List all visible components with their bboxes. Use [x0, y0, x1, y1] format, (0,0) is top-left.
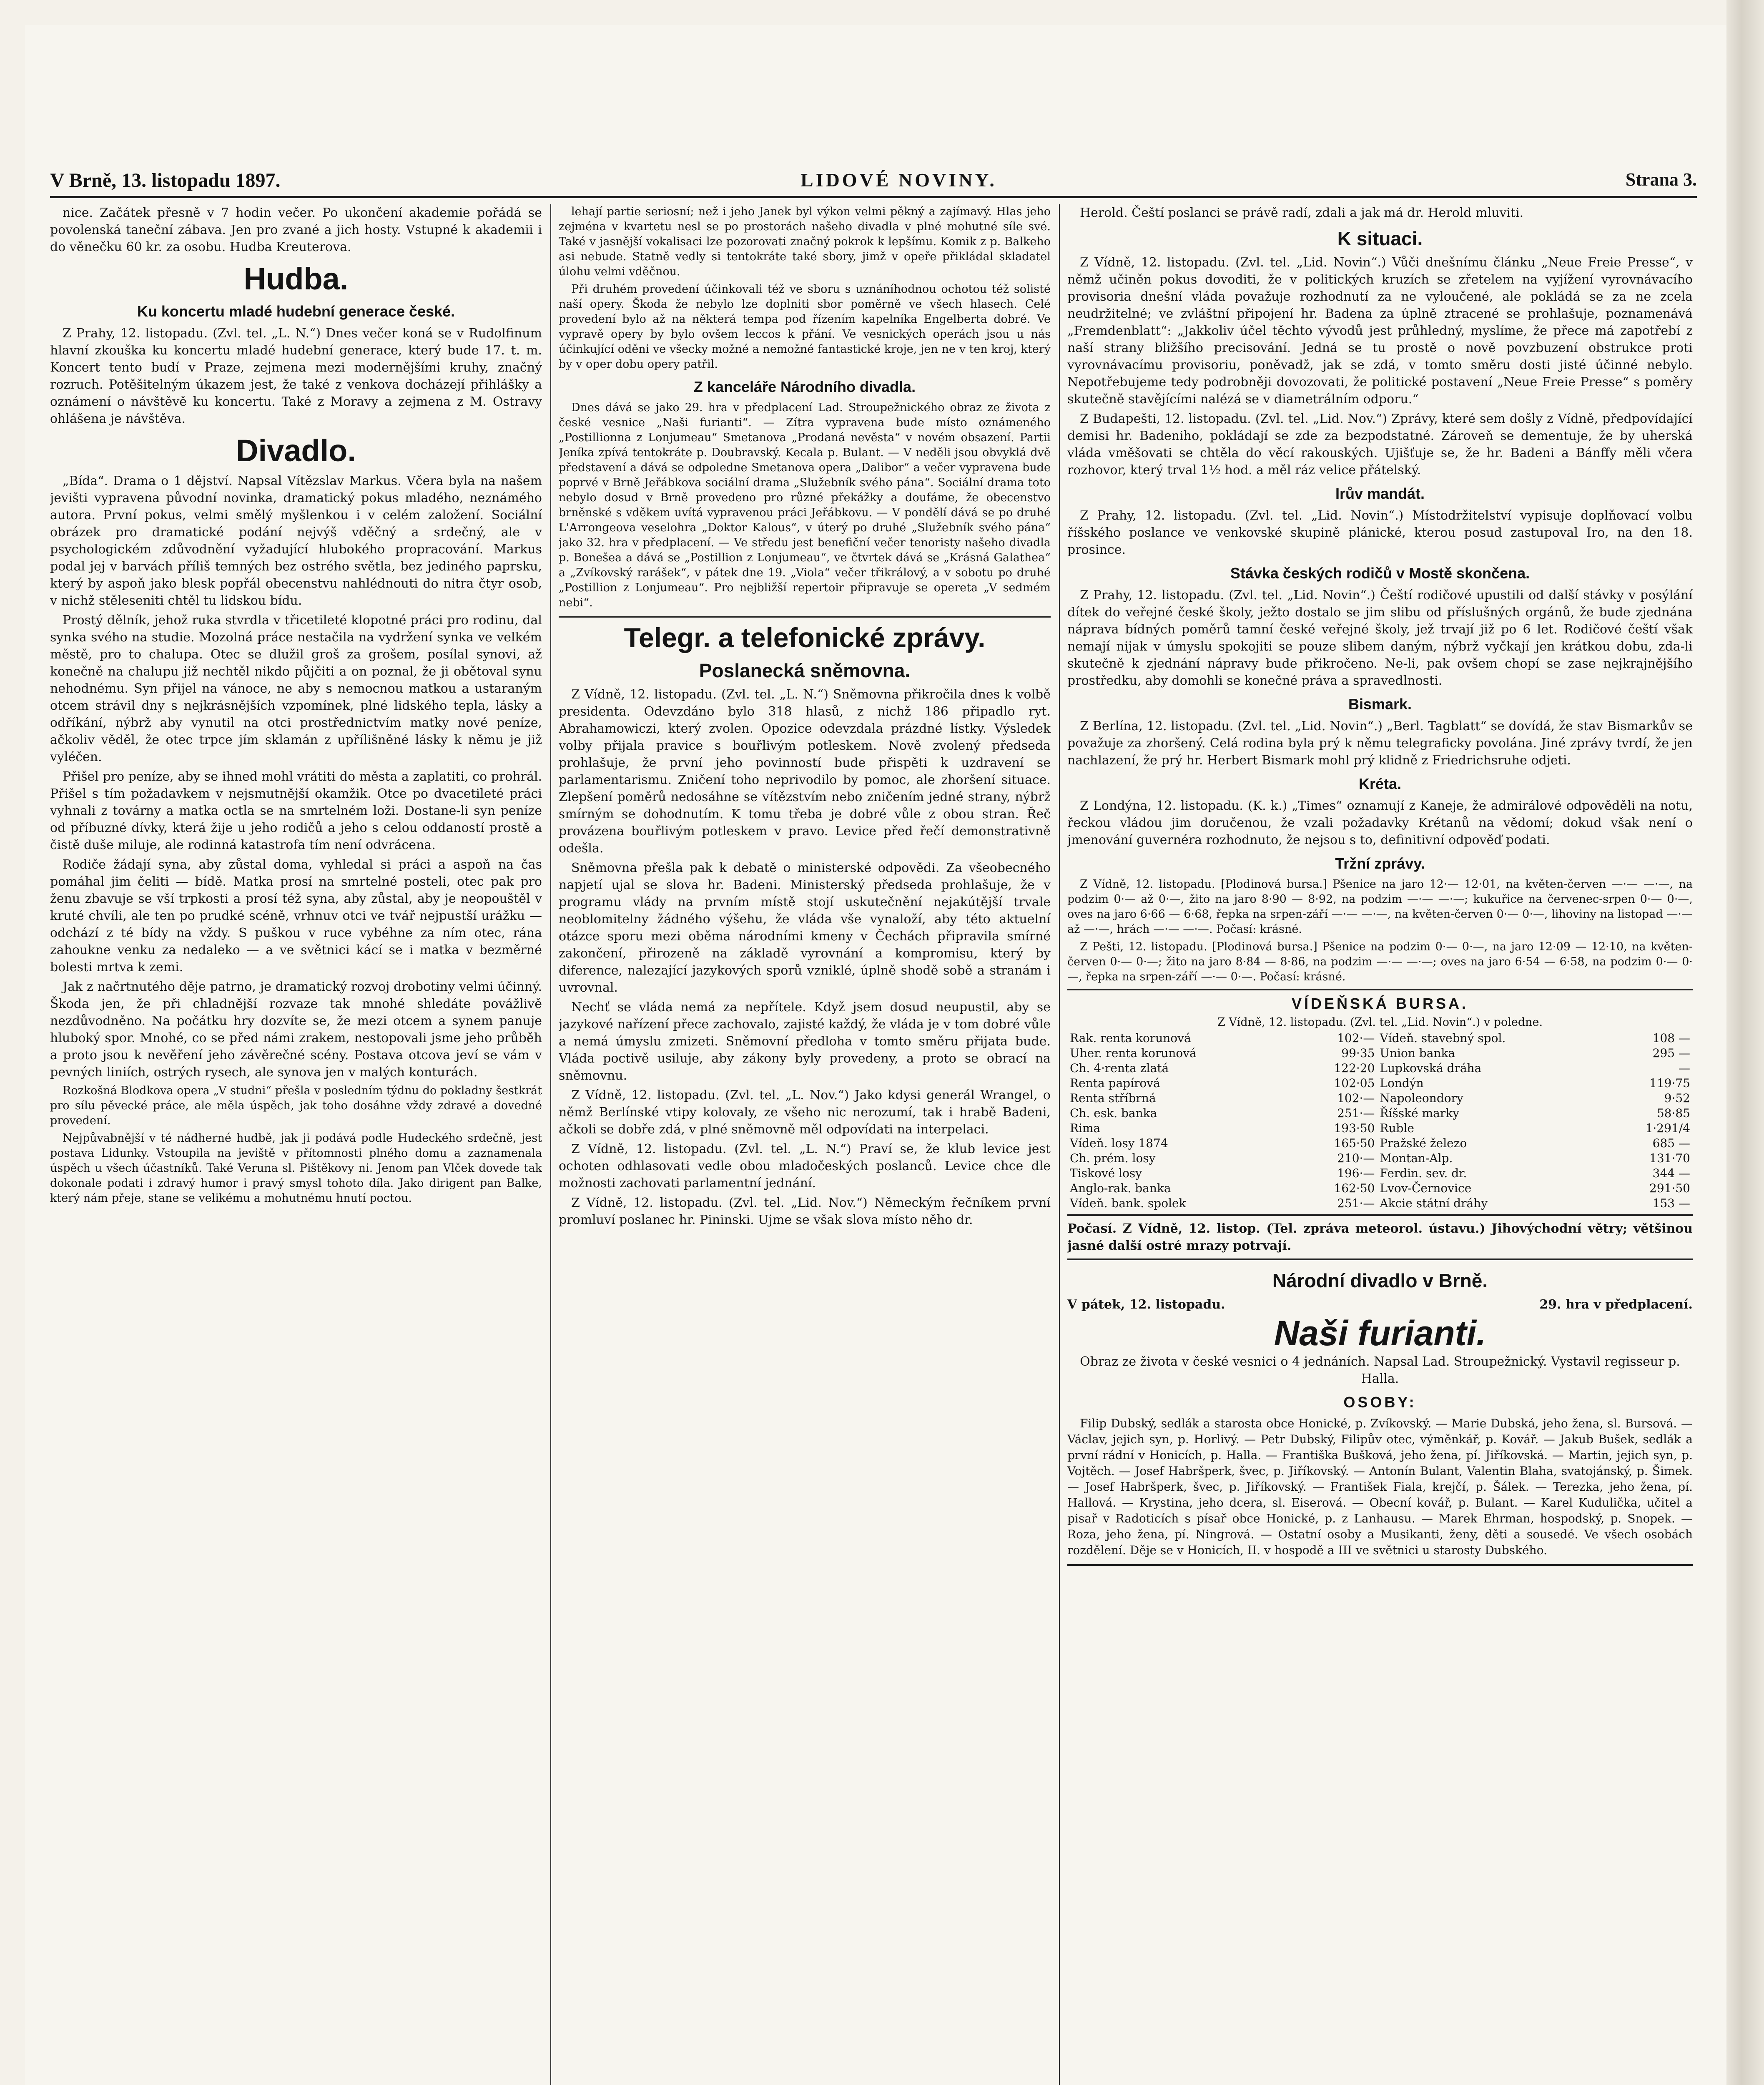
- table-cell: Říšské marky: [1380, 1106, 1460, 1120]
- theatre-heading: Národní divadlo v Brně.: [1272, 1270, 1488, 1291]
- article-text: Z Berlína, 12. listopadu. (Zvl. tel. „Lid. Novin“.) „Berl. Tagblatt“ se dovídá, že stav Bismarkův se považuje za zhoršený. Celá rodina byla prý k němu telegraficky povolána. Jiné zprávy tvrdí, že jen nachlazení, že prý hr. Herbert Bismark mohl prý klidně z Friedrichsruhe odjeti.: [1067, 719, 1693, 768]
- weather-report: Počasí. Z Vídně, 12. listop. (Tel. zpráva meteorol. ústavu.) Jihovýchodní větry; většinou jasné další ostré mrazy potrvají.: [1067, 1221, 1693, 1253]
- table-row: [1067, 1091, 1693, 1106]
- article-text: Nechť se vláda nemá za nepřítele. Když jsem dosud neupustil, aby se jazykové nařízení přece zachovalo, zajisté každý, že vláda je v tom dobré vůle a nemá úmyslu zmizeti. Sněmovní předloha v tomto směru přijata bude. Vláda poctivě usiluje, aby zákony byly provedeny, a proto se obrací na sněmovnu.: [559, 1000, 1051, 1083]
- table-cell: 165·50: [1334, 1136, 1375, 1150]
- header-rule: [50, 196, 1697, 198]
- table-cell: Vídeň. stavebný spol.: [1380, 1031, 1506, 1045]
- page-edge: [1726, 0, 1764, 2085]
- article-text: Z Vídně, 12. listopadu. (Zvl. tel. „L. N.“) Praví se, že klub levice jest ochoten odhlasovati vedle obou mladočeských poslanců. Levice chce dle možnosti zachovati parlamentní jednání.: [559, 1142, 1051, 1191]
- article-text: Z Vídně, 12. listopadu. [Plodinová bursa.] Pšenice na jaro 12·— 12·01, na květen-červen —·— —·—, na podzim 0·— až 0·—, žito na jaro 8·90 — 8·92, na podzim —·— —·—; kukuřice na červenec-srpen 0·— 0·—, oves na jaro 6·66 — 6·68, řepka na srpen-září —·— —·—, na květen-červen 0·— 0·—, lihoviny na listopad —·— až —·—, hrách —·— —·—. Počasí: krásné.: [1067, 878, 1693, 936]
- table-cell: Rima: [1070, 1121, 1101, 1135]
- table-cell: 344 —: [1652, 1166, 1690, 1180]
- table-cell: Ferdin. sev. dr.: [1380, 1166, 1467, 1180]
- table-row: [1067, 1151, 1693, 1166]
- table-cell: 102·—: [1337, 1091, 1375, 1105]
- article-text: Z Prahy, 12. listopadu. (Zvl. tel. „L. N.“) Dnes večer koná se v Rudolfinum hlavní zkouška ku koncertu mladé hudební generace, který bude 17. t. m. Koncert tento budí v Praze, zejmena mezi modernějšími kruhy, značný rozruch. Potěšitelným úkazem jest, že také z venkova docházejí přihlášky a oznámení o návštěvě ku koncertu. Také z Moravy a zejmena z M. Ostravy ohlášena je návštěva.: [50, 326, 542, 426]
- theatre-date: V pátek, 12. listopadu.: [1067, 1297, 1225, 1312]
- table-cell: Montan-Alp.: [1380, 1151, 1453, 1165]
- table-cell: Ruble: [1380, 1121, 1414, 1135]
- table-cell: 131·70: [1649, 1151, 1690, 1165]
- table-cell: 102·05: [1334, 1076, 1375, 1090]
- article-heading: Poslanecká sněmovna.: [699, 660, 911, 681]
- table-row: [1067, 1031, 1693, 1046]
- column-3: [1067, 204, 1693, 2085]
- article-text: Rozkošná Blodkova opera „V studni“ přešla v posledním týdnu do pokladny šestkrát pro sílu pěvecké práce, ale měla úspěch, jak toho dosáhne vždy zdravé a dovedné provedení.: [50, 1084, 542, 1127]
- theatre-subscription: 29. hra v předplacení.: [1539, 1297, 1693, 1312]
- table-cell: 291·50: [1649, 1181, 1690, 1195]
- table-cell: 251·—: [1337, 1106, 1375, 1120]
- article-text: „Bída“. Drama o 1 dějství. Napsal Vítězslav Markus. Včera byla na našem jevišti vypravena původní novinka, dramatický pokus mladého, neznámého autora. První pokus, velmi smělý myšlenkou i v celém založení. Sociální obrázek pro dramatické podání nejvýš vděčný a srdečný, ale v psychologickém zdůvodnění vyžadující hlubokého propracování. Markus podal jej v barvách příliš temných bez ostrého světla, bez jediného paprsku, který by aspoň jako blesk popřál obecenstvu nahlédnouti do nitra čtyr osob, v nichž stěleseniti chtěl tu lidskou bídu.: [50, 474, 542, 608]
- table-cell: Ch. prém. losy: [1070, 1151, 1156, 1165]
- table-row: [1067, 1061, 1693, 1076]
- table-cell: Napoleondory: [1380, 1091, 1463, 1105]
- article-heading: K situaci.: [1337, 228, 1423, 249]
- play-description: Obraz ze života v české vesnici o 4 jednáních. Napsal Lad. Stroupežnický. Vystavil regisseur p. Halla.: [1080, 1354, 1680, 1386]
- article-heading: Tržní zprávy.: [1335, 855, 1425, 872]
- section-heading: Telegr. a telefonické zprávy.: [559, 616, 1051, 653]
- article-text: lehají partie seriosní; než i jeho Janek byl výkon velmi pěkný a zajímavý. Hlas jeho zejména v kvartetu nesl se po prostorách našeho divadla v plné mohutné síle své. Také v jasnější vokalisaci lze pozorovati značný pokrok k lepšímu. Komik z p. Balkeho asi nebude. Statně vedly si tentokráte také sbory, jimž v opeře přikládal skladatel úlohu velmi vděčnou.: [559, 205, 1051, 278]
- bursa-heading: VÍDEŇSKÁ BURSA.: [1291, 995, 1469, 1012]
- theatre-dateline: [1067, 1296, 1693, 1313]
- article-text: Prostý dělník, jehož ruka stvrdla v třicetileté klopotné práci pro rodinu, dal synka svého na studie. Mozolná práce nestačila na vydržení synka ve velkém městě, pro to chalupa. Otec se dlužil groš za grošem, posílal synovi, až konečně na chalupu již nechtěl nikdo půjčiti a on poznal, že ji obětoval synu nehodnému. Syn přijel na vánoce, ne aby s nemocnou matkou a ustaraným otcem strávil dny s nejkrásnějších vzpomínek, plné lidského tepla, lásky a odříkání, nýbrž aby vynutil na otci prostřednictvím matky nové peníze, ačkoliv věděl, že otec trpce jím sklamán z upřílišněné lásky k němu je již vyléčen.: [50, 613, 542, 764]
- table-row: [1067, 1181, 1693, 1196]
- play-title: Naši furianti.: [1274, 1314, 1486, 1353]
- article-text: Sněmovna přešla pak k debatě o ministerské odpovědi. Za všeobecného napjetí ujal se slova hr. Badeni. Ministerský předseda prohlašuje, že v programu vlády na prvním místě stojí uskutečnění nejakútější trvale neoblomitelny žádného výšehu, že vláda vše vynaloží, aby této aktuelní otázce sporu mezi oběma národními kmeny v Čechách připravila smírné zakončení, přirozeně na základě vyrovnání a kompromisu, který by diference, nalezající jazykových sporů vzniklé, úplně shodě sobě a stranám i uvrovnal.: [559, 861, 1051, 995]
- article-text: Z Pešti, 12. listopadu. [Plodinová bursa.] Pšenice na podzim 0·— 0·—, na jaro 12·09 — 12·10, na květen-červen 0·— 0·—; žito na jaro 8·84 — 8·86, na podzim —·— —·—; oves na jaro 6·54 — 6·58, na podzim 0·— 0·—, řepka na srpen-září —·— 0·—. Počasí: krásné.: [1067, 940, 1693, 983]
- table-cell: Vídeň. bank. spolek: [1070, 1196, 1186, 1210]
- article-text: Z Prahy, 12. listopadu. (Zvl. tel. „Lid. Novin“.) Čeští rodičové upustili od další stávky v posýlání dítek do veřejné české školy, ježto dostalo se jim slibu od příslušných orgánů, že bude zjednána náprava bídných poměrů tamní české veřejné školy, jež trvají již po 6 let. Rodičové čeští však nemají nijak v úmyslu spokojiti se pouze slibem daným, nýbrž vyčkají jen krátkou dobu, zda-li skutečně k zjednání nápravy bude přikročeno. Ne-li, pak ovšem chopí se zase nejkrajnějšího prostředku, aby domohli se konečné práva a spravedlnosti.: [1067, 588, 1693, 688]
- table-cell: 196·—: [1337, 1166, 1375, 1180]
- table-cell: Rak. renta korunová: [1070, 1031, 1191, 1045]
- article-heading: Bismark.: [1348, 696, 1412, 713]
- article-text: Při druhém provedení účinkovali též ve sboru s uznáníhodnou ochotou též solisté naší opery. Škoda že nebylo lze doplniti sbor poměrně ve všech hlasech. Celé provedení bylo až na některá tempa pod řízením kapelníka Engelberta dobré. Ve vypravě opery by bylo ovšem leccos k přání. Ve vesnických operách jsou u nás účinkující oděni ve všecky možné a nemožné fantastické kroje, jen ne v ten kroj, který by v oper dobu opery patřil.: [559, 283, 1051, 371]
- article-heading: Irův mandát.: [1335, 485, 1425, 502]
- table-cell: Tiskové losy: [1070, 1166, 1142, 1180]
- article-heading: Z kanceláře Národního divadla.: [693, 378, 916, 395]
- table-cell: —: [1679, 1061, 1690, 1075]
- table-cell: Akcie státní dráhy: [1380, 1196, 1488, 1210]
- column-divider: [1059, 204, 1060, 2085]
- table-row: [1067, 1076, 1693, 1091]
- table-cell: Lupkovská dráha: [1380, 1061, 1482, 1075]
- section-heading: Hudba.: [243, 261, 349, 296]
- bursa-subheading: Z Vídně, 12. listopadu. (Zvl. tel. „Lid. Novin“.) v poledne.: [1217, 1016, 1543, 1029]
- article-text: Z Vídně, 12. listopadu. (Zvl. tel. „Lid. Novin“.) Vůči dnešnímu článku „Neue Freie Presse“, v němž učiněn pokus dovoditi, že v politických kruzích se zřetelem na vyjížení vyrovnávacího provisoria dnešní vláda považuje rozhodnutí za ne vyloučené, ale pokládá se za ne zcela neudržitelné; ve zvláštní připojení hr. Badena za úplně ztracené se prohlašuje, poznamenává „Fremdenblatt“: „Jakkoliv účel těchto vývodů jest průhledný, myslíme, že přece má zapotřebí z naší strany bližšího precisování. Jedná se tu prostě o nově povzbuzení obstrukce proti vyrovnávacímu provisoriu, poněvadž, jak se zdá, v tomto směru dosti jisté účinné nebylo. Nepotřebujeme tedy podrobněji dovozovati, že politické postavení „Neue Freie Presse“ s poměry skutečně stavějícími nalézá se v diametrálním odporu.“: [1067, 255, 1693, 407]
- article-text: nice. Začátek přesně v 7 hodin večer. Po ukončení akademie pořádá se povolenská taneční zábava. Jen pro zvané a jich hosty. Vstupné k akademii i do věnečku 60 kr. za osobu. Hudba Kreuterova.: [50, 206, 542, 254]
- article-text: Nejpůvabnější v té nádherné hudbě, jak ji podává podle Hudeckého srdečně, jest postava Lidunky. Vstoupila na jeviště v přítomnosti plného domu a zaznamenala úspěch u všech účastníků. Také Veruna sl. Pištěkovy ni. Jenom pan Vlček dovede tak dokonale podati i zdravý humor i pravý smysl tohoto díla. Jako dirigent pan Balke, který nám přeje, stane se velikému a mohutnému hnutí poctou.: [50, 1132, 542, 1205]
- table-cell: 58·85: [1656, 1106, 1690, 1120]
- column-1: [50, 204, 542, 2085]
- table-cell: 251·—: [1337, 1196, 1375, 1210]
- table-cell: 153 —: [1652, 1196, 1690, 1210]
- table-cell: Pražské železo: [1380, 1136, 1467, 1150]
- theatre-announcement: [1067, 1259, 1693, 1566]
- table-cell: Ch. esk. banka: [1070, 1106, 1157, 1120]
- article-text: Přišel pro peníze, aby se ihned mohl vrátiti do města a zaplatiti, co prohrál. Přišel s tím požadavkem v nejsmutnější okamžik. Otce po dvacetileté práci vyhnali z továrny a matka octla se na smrtelném loži. Dostane-li syn peníze od příbuzné dívky, která žije u jeho rodičů a jeho s celou oddaností prostě a čistě duše miluje, ale rodinná katastrofa tím není odvrácena.: [50, 769, 542, 852]
- article-text: Z Prahy, 12. listopadu. (Zvl. tel. „Lid. Novin“.) Místodržitelství vypisuje doplňovací volbu říšského poslance ve venkovské skupině plánické, kterou posud zastupoval Iro, na den 18. prosince.: [1067, 508, 1693, 557]
- article-text: Jak z načrtnutého děje patrno, je dramatický rozvoj drobotiny velmi účinný. Škoda jen, že při chladnější rozvaze tak mnohé shledáte povážlivě nezdůvodněno. Na počátku hry dozvíte se, že mezi otcem a synem panuje hluboký spor. Mnohé, co se před námi zrakem, nestopovali jsme jeho průběh a proto jsou k nevěření jeho závěrečné scény. Postava otcova jeví se vám v pevných liniích, ostrých rysech, ale synova jen v malých konturách.: [50, 980, 542, 1080]
- masthead: LIDOVÉ NOVINY.: [800, 169, 997, 191]
- table-cell: 193·50: [1334, 1121, 1375, 1135]
- bursa-table: [1067, 1031, 1693, 1211]
- cast-list: Filip Dubský, sedlák a starosta obce Honické, p. Zvíkovský. — Marie Dubská, jeho žena, sl. Bursová. — Václav, jejich syn, p. Horlivý. — Petr Dubský, Filipův otec, výměnkář, p. Kovář. — Jakub Bušek, sedlák a první rádní v Honicích, p. Halla. — Františka Bušková, jeho žena, pí. Jiříkovská. — Martin, jejich syn, p. Vojtěch. — Josef Habršperk, švec, p. Jiříkovský. — Antonín Bulant, Valentin Blaha, svatojánský, p. Šimek. — Josef Habršperk, švec, p. Jiříkovský. — František Fiala, krejčí, p. Šálek. — Terezka, jeho žena, pí. Hallová. — Krystina, jeho dcera, sl. Eiserová. — Obecní kovář, p. Bulant. — Karel Kudulička, učitel a pisař v Radoticích s písař obce Honické, p. z Lanhausu. — Marek Ehrman, hospodský, p. Snopek. — Roza, jeho žena, pí. Ningrová. — Ostatní osoby a Musikanti, ženy, děti a sousedé. Ve všech osobách rozdělení. Děje se v Honicích, II. v hospodě a III ve světnici u starosty Dubského.: [1067, 1417, 1693, 1557]
- table-row: [1067, 1106, 1693, 1121]
- table-cell: Lvov-Černovice: [1380, 1181, 1472, 1195]
- table-cell: Renta stříbrná: [1070, 1091, 1156, 1105]
- table-cell: 162·50: [1334, 1181, 1375, 1195]
- table-cell: 9·52: [1664, 1091, 1690, 1105]
- article-text: Z Budapešti, 12. listopadu. (Zvl. tel. „Lid. Nov.“) Zprávy, které sem došly z Vídně, předpovídající demisi hr. Badeniho, pokládají se zde za bezpodstatné. Zároveň se dementuje, že by uherská vláda vměšovati se chtěla do věcí rakouských. Ujišťuje se, že hr. Badeni a Bánffy měli včera rozhovor, který trval 1½ hod. a měl ráz velice přátelský.: [1067, 412, 1693, 477]
- article-text: Dnes dává se jako 29. hra v předplacení Lad. Stroupežnického obraz ze života z české vesnice „Naši furianti“. — Zítra vypravena bude místo oznámeného „Postillionna z Lonjumeau“ Smetanova „Prodaná nevěsta“ v novém obsazení. Partii Jeníka zpívá tentokráte p. Doubravský. Kecala p. Bulant. — V neděli jsou obvyklá dvě představení a dává se odpoledne Smetanova opera „Dalibor“ a večer vypravena bude poprvé v Brně Jeřábkova sociální drama „Služebník svého pána“. Sociální drama toto nebylo dosud v Brně provedeno pro různé překážky a doufáme, že obecenstvo brněnské s vděkem uvítá vypravenou práci Jeřábkovu. — V pondělí dává se po druhé L'Arrongeova veselohra „Doktor Kalous“, v úterý po druhé „Služebník svého pána“ jako 32. hra v předplacení. — Ve středu jest benefiční večer tenoristy našeho divadla p. Bonešea a dává se „Postillion z Lonjumeau“, ve čtvrtek dává se „Krásná Galathea“ a „Zvíkovský rarášek“, v pátek dne 19. „Viola“ večer třikrálový, a v sobotu po druhé „Postillion z Lonjumeau“. Pro nejbližší repertoir připravuje se opereta „V sedmém nebi“.: [559, 401, 1051, 609]
- column-divider: [550, 204, 551, 2085]
- table-cell: Anglo-rak. banka: [1070, 1181, 1171, 1195]
- article-heading: Kréta.: [1358, 775, 1402, 792]
- table-cell: 685 —: [1652, 1136, 1690, 1150]
- table-row: [1067, 1136, 1693, 1151]
- table-row: [1067, 1121, 1693, 1136]
- table-cell: Vídeň. losy 1874: [1070, 1136, 1168, 1150]
- table-cell: Union banka: [1380, 1046, 1455, 1060]
- section-heading: Divadlo.: [236, 433, 356, 468]
- article-text: Z Vídně, 12. listopadu. (Zvl. tel. „Lid. Nov.“) Německým řečníkem první promluví poslanec hr. Pininski. Ujme se však slova místo něho dr.: [559, 1196, 1051, 1227]
- table-cell: Renta papírová: [1070, 1076, 1160, 1090]
- table-cell: Ch. 4·renta zlatá: [1070, 1061, 1169, 1075]
- cast-heading: OSOBY:: [1343, 1394, 1417, 1411]
- table-row: [1067, 1166, 1693, 1181]
- article-heading: Stávka českých rodičů v Mostě skončena.: [1230, 565, 1530, 582]
- header-date: V Brně, 13. listopadu 1897.: [50, 169, 281, 191]
- page-number: Strana 3.: [1625, 169, 1697, 190]
- page-header: [50, 165, 1697, 198]
- table-cell: 1·291/4: [1645, 1121, 1690, 1135]
- article-text: Rodiče žádají syna, aby zůstal doma, vyhledal si práci a aspoň na čas pomáhal jim čeliti — bídě. Matka prosí na smrtelné posteli, otec pak pro ženu zbavuje se vší trpkosti a prosí též syna, aby zůstal, aby je neopouštěl v kruté chvíli, ale ten po prudké scéně, vrhnuv otci ve tvář nejpustší urážku — odchází z té bídy na vždy. S puškou v ruce vybéhne za ním otec, rána zahoukne venku za nedaleko — a ve světnici kácí se i matka v bezměrné bolesti mrtva k zemi.: [50, 857, 542, 975]
- table-cell: 102·—: [1337, 1031, 1375, 1045]
- column-2: [559, 204, 1051, 2085]
- article-text: Z Vídně, 12. listopadu. (Zvl. tel. „L. Nov.“) Jako kdysi generál Wrangel, o němž Berlínské vtipy kolovaly, ze všeho nic nerozumí, tak i hrabě Badeni, ačkoli se dobře zdá, v plné sněmovně měl odpovídati na interpelaci.: [559, 1088, 1051, 1137]
- table-cell: 210·—: [1337, 1151, 1375, 1165]
- table-cell: 119·75: [1649, 1076, 1690, 1090]
- article-text: Herold. Čeští poslanci se právě radí, zdali a jak má dr. Herold mluviti.: [1080, 206, 1524, 220]
- article-heading: Ku koncertu mladé hudební generace české.: [137, 303, 455, 320]
- table-cell: 122·20: [1334, 1061, 1375, 1075]
- article-text: Z Londýna, 12. listopadu. (K. k.) „Times“ oznamují z Kaneje, že admirálové odpověděli na notu, řeckou vládou jim doručenou, že vzali požadavky Krétanů na vědomí; dokud však není o jmenování guvernéra rozhodnuto, že nejsou s to, definitivní odpověď podati.: [1067, 799, 1693, 847]
- table-row: [1067, 1046, 1693, 1061]
- table-cell: 99·35: [1341, 1046, 1375, 1060]
- table-cell: 295 —: [1652, 1046, 1690, 1060]
- table-cell: 108 —: [1652, 1031, 1690, 1045]
- table-cell: Uher. renta korunová: [1070, 1046, 1197, 1060]
- table-row: [1067, 1196, 1693, 1211]
- article-text: Z Vídně, 12. listopadu. (Zvl. tel. „L. N.“) Sněmovna přikročila dnes k volbě presidenta. Odevzdáno bylo 318 hlasů, z nichž 186 připadlo ryt. Abrahamowiczi, který zvolen. Opozice odevzdala prázdné lístky. Výsledek volby přijala pravice s bouřlivým potleskem. Nově zvolený předseda prohlašuje, že první jeho povinností bude přispěti k uzdravení se parlamentarismu. Zničení toho neprivodilo by pomoc, ale zhoršení situace. Zlepšení poměrů nedosáhne se vítězstvím nebo zničením jedné strany, nýbrž smírným se dohodnutím. K tomu třeba je dobré vůle z obou stran. Řeč provázena bouřlivým potleskem v pravo. Levice před řečí demonstrativně odešla.: [559, 687, 1051, 856]
- bursa-box: [1067, 989, 1693, 1216]
- table-cell: Londýn: [1380, 1076, 1424, 1090]
